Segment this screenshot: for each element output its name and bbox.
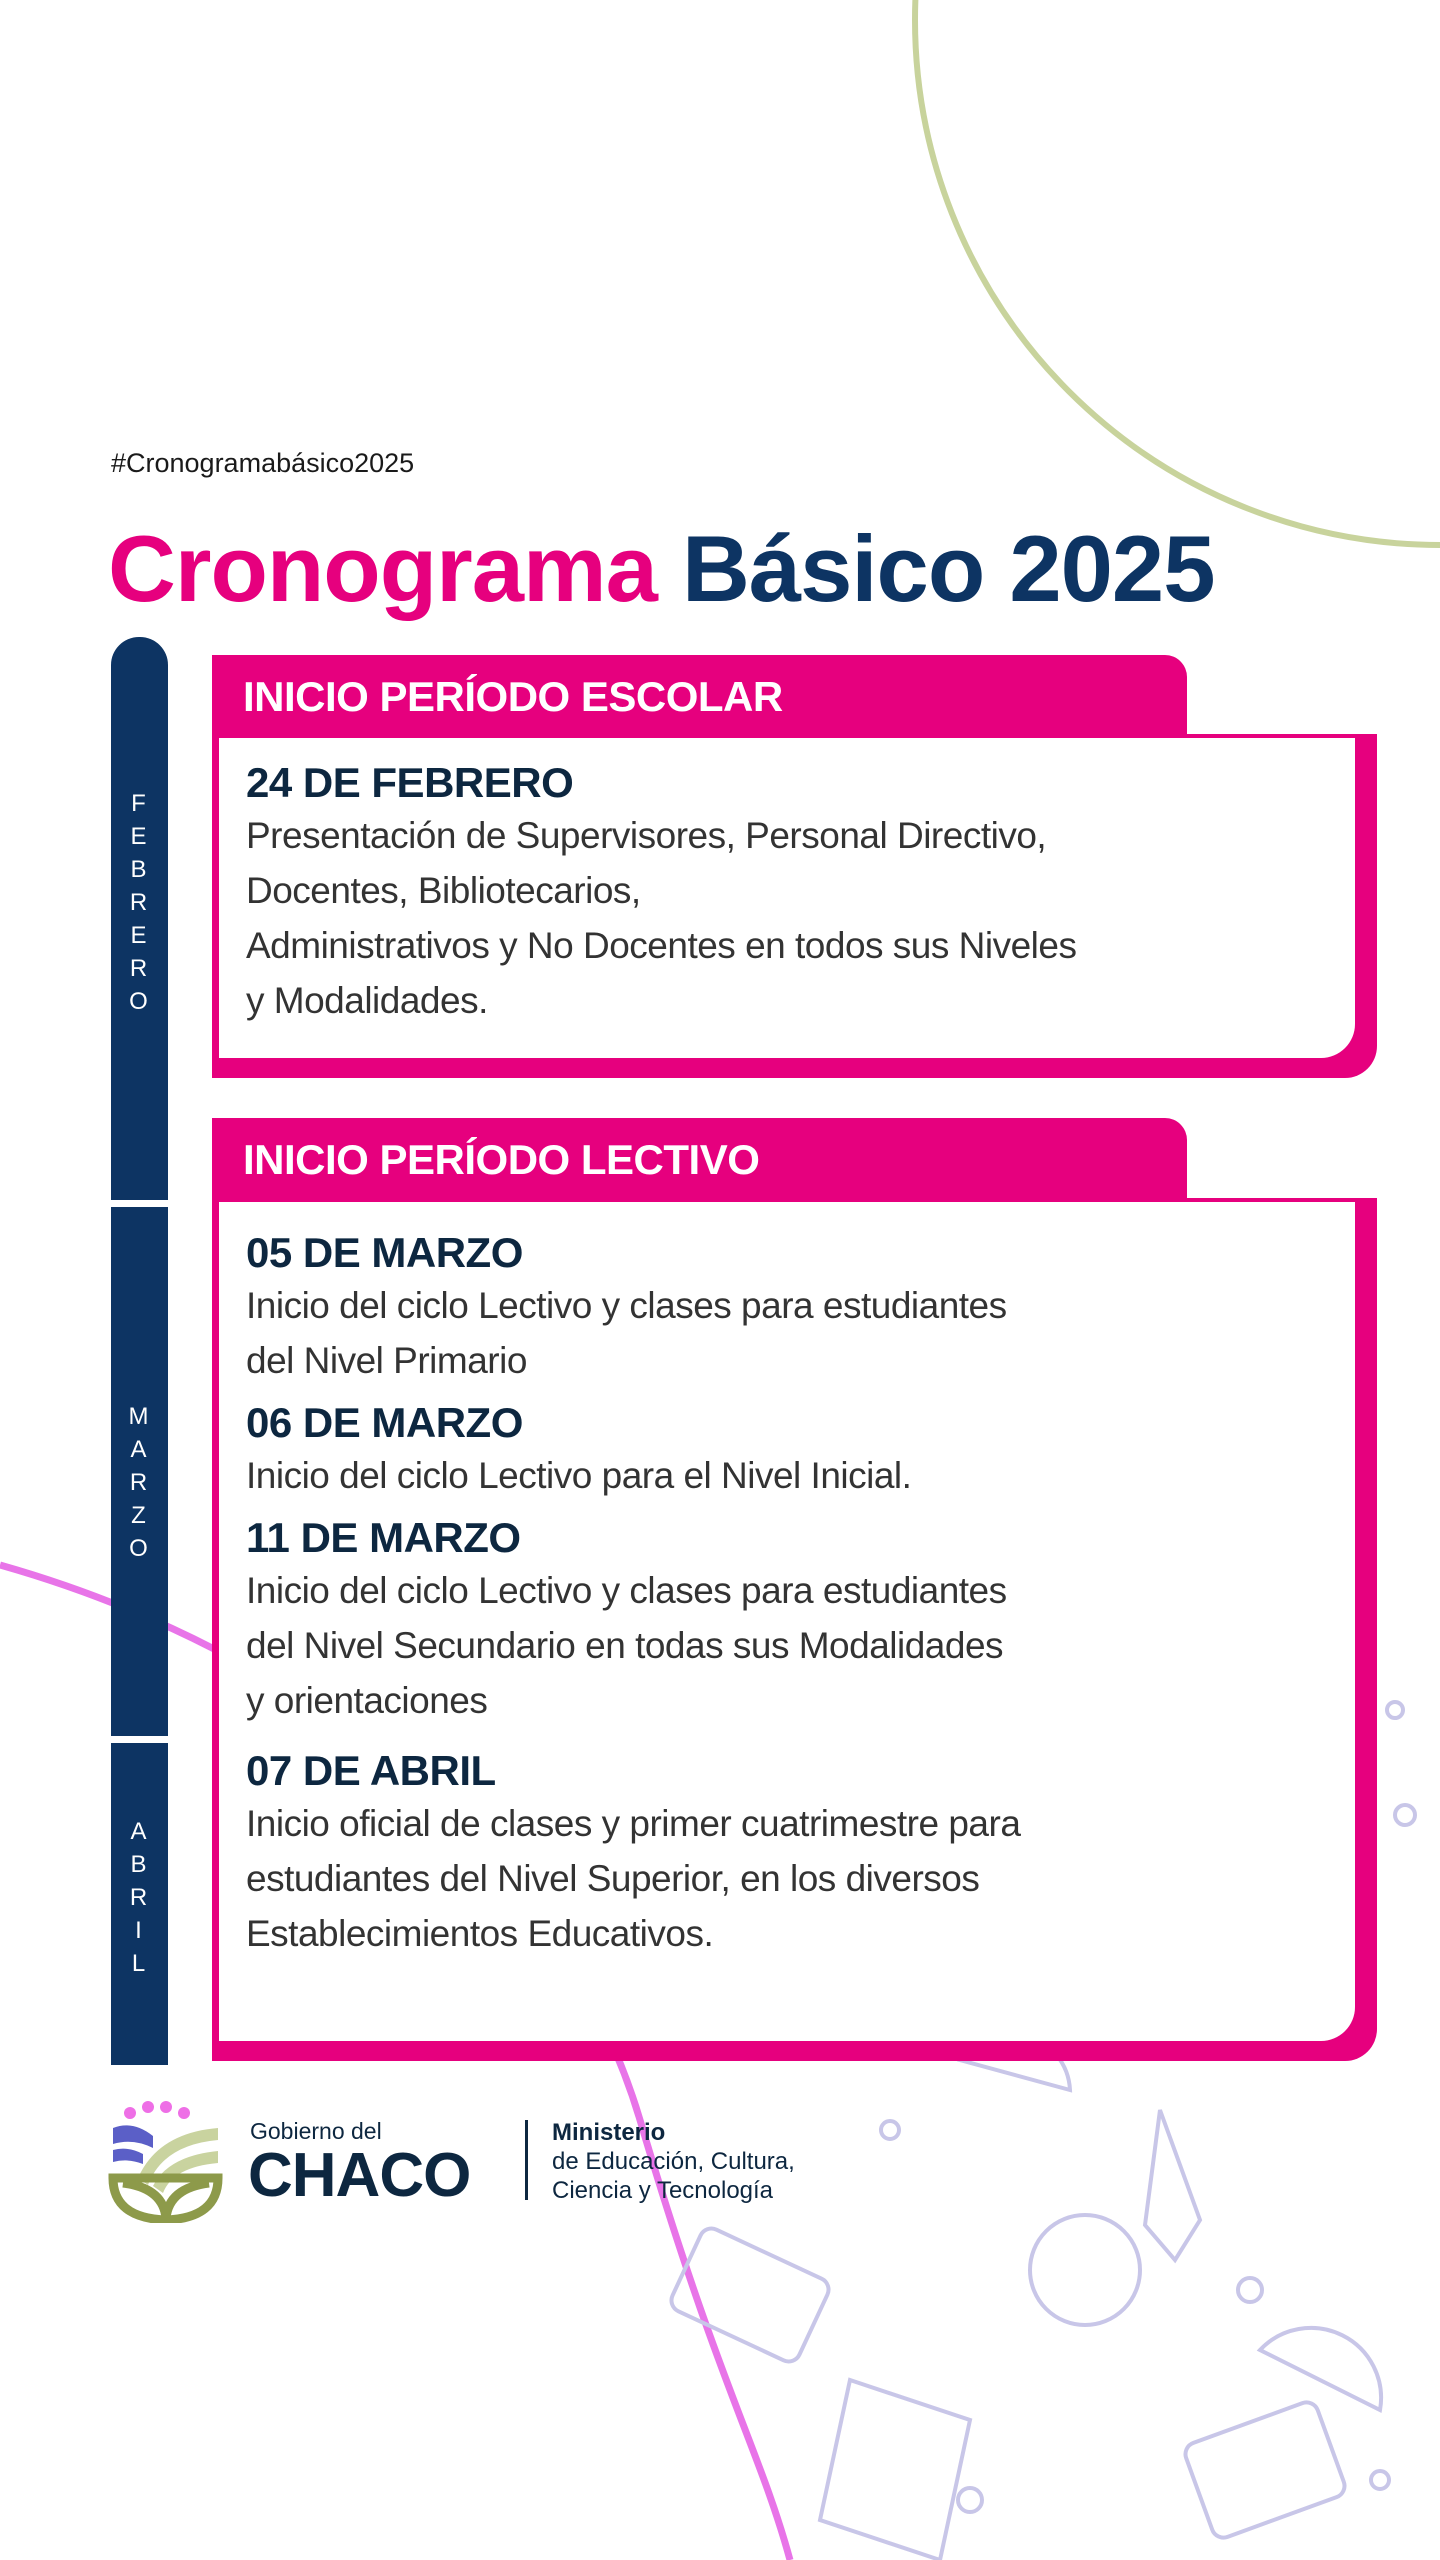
gobierno-label: Gobierno del [250,2118,382,2144]
event-description: Inicio del ciclo Lectivo y clases para estudiantes del Nivel Primario [246,1285,1007,1381]
title-part2: Básico 2025 [681,516,1215,621]
section-card-escolar [212,734,1377,1078]
event-date: 24 DE FEBRERO [246,759,574,806]
footer-divider [525,2120,528,2200]
month-marzo: M A R Z O [128,1403,151,1562]
section-header-lectivo: INICIO PERÍODO LECTIVO [212,1118,1187,1204]
event-description: Inicio del ciclo Lectivo para el Nivel Inicial. [246,1455,912,1496]
timeline-bar [111,637,168,2065]
section-header-escolar: INICIO PERÍODO ESCOLAR [212,655,1187,741]
month-abril: A B R I L [129,1818,150,1977]
timeline-divider [111,1200,168,1207]
page-title [108,515,1214,623]
event-description: Inicio del ciclo Lectivo y clases para estudiantes del Nivel Secundario en todas sus Modalidades y orientaciones [246,1570,1007,1721]
event-date: 06 DE MARZO [246,1399,523,1446]
event-description: Inicio oficial de clases y primer cuatrimestre para estudiantes del Nivel Superior, en los diversos Establecimientos Educativos. [246,1803,1021,1954]
hashtag: #Cronogramabásico2025 [111,448,415,478]
timeline-divider [111,1736,168,1743]
month-febrero: F E B R E R O [129,790,150,1015]
ministerio-label: Ministerio de Educación, Cultura, Ciencia y Tecnología [552,2119,795,2204]
event-date: 07 DE ABRIL [246,1747,496,1794]
title-part1: Cronograma [108,516,657,621]
section-card-lectivo [212,1198,1377,2061]
event-description: Presentación de Supervisores, Personal Directivo, Docentes, Bibliotecarios, Administrativos y No Docentes en todos sus Niveles y Modalidades. [246,815,1077,1021]
event-date: 11 DE MARZO [246,1514,521,1561]
event-date: 05 DE MARZO [246,1229,523,1276]
chaco-label: CHACO [248,2141,471,2210]
green-arc [915,0,1440,545]
chaco-logo-icon [108,2098,228,2223]
